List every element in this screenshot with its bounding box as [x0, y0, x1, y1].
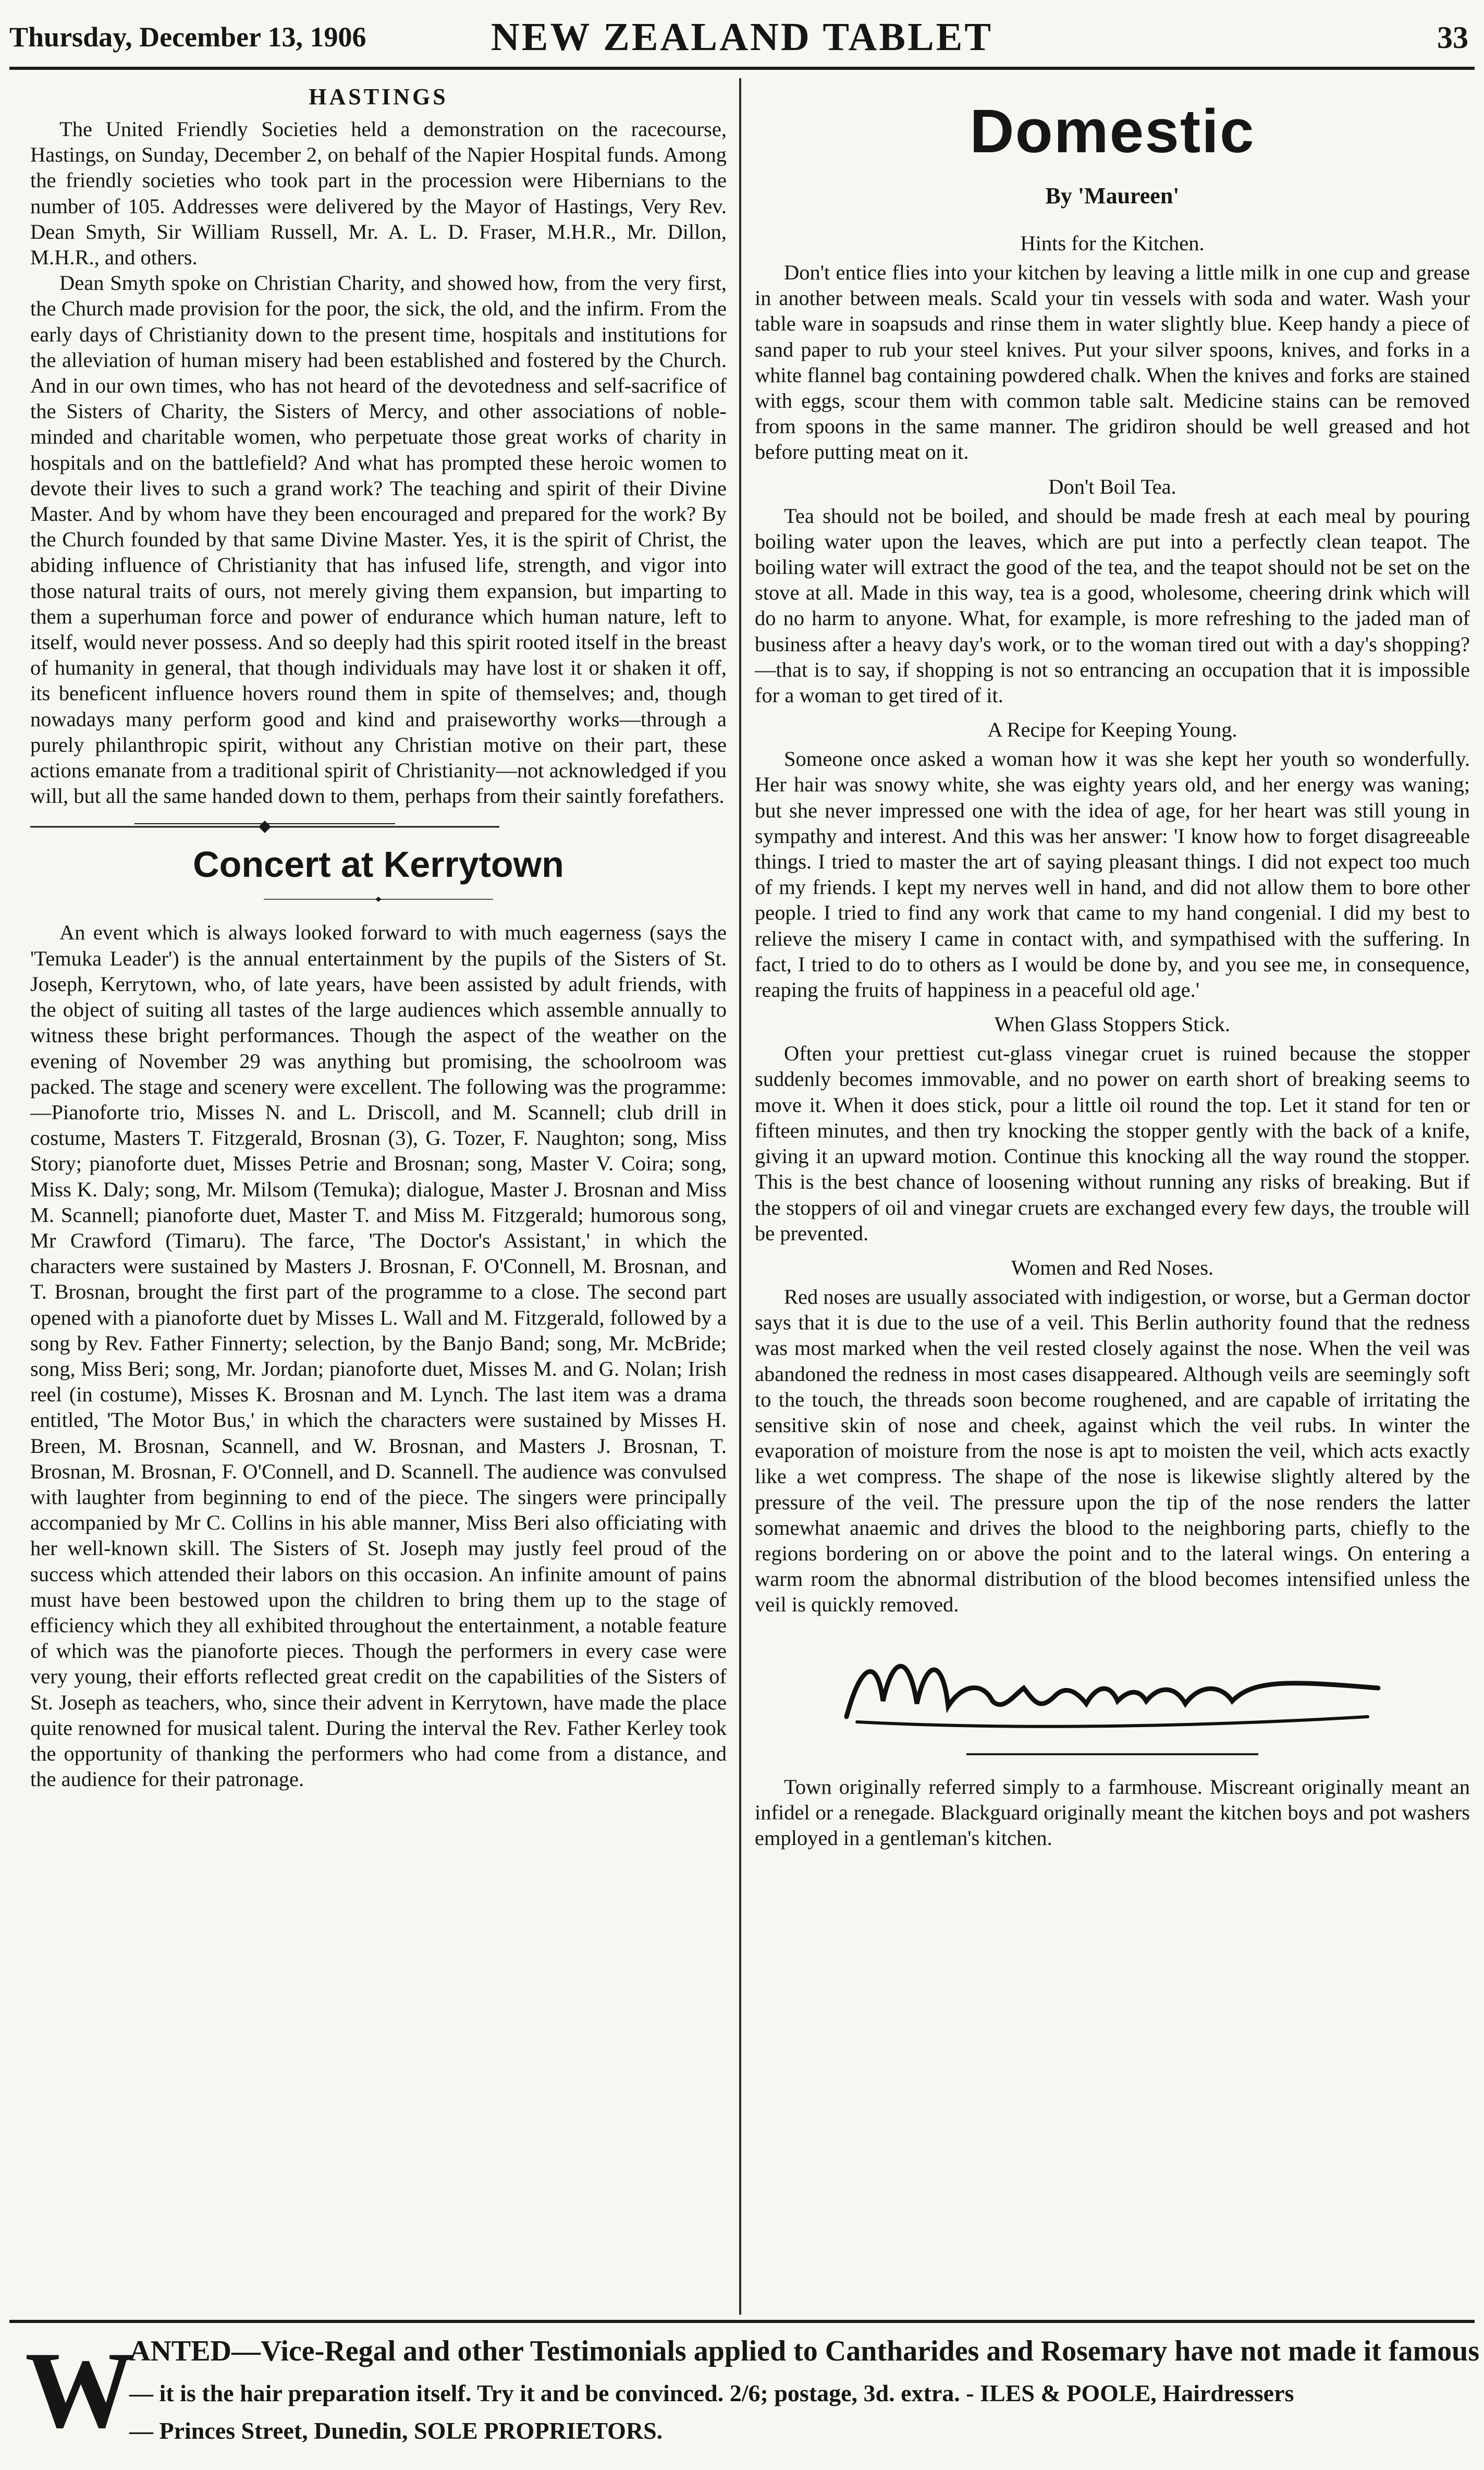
section-divider-ornament	[30, 819, 499, 835]
section-title: Don't Boil Tea.	[1048, 474, 1176, 498]
hastings-paragraph: Dean Smyth spoke on Christian Charity, and showed how, from the very first, the Church made provision for the poor, the sick, the old, and the infirm. From the early days of Christianity down to the present time, hospitals and institutions for the alleviation of human misery had been established and fostered by the Church. And in our own times, who has not heard of the devotedness and self-sacrifice of the Sisters of Charity, the Sisters of Mercy, and other associations of noble-minded and charitable women, who perpetuate those great works of charity in hospitals and on the battlefield? And what has prompted these heroic women to devote their lives to such a grand work? The teaching and spirit of their Divine Master. And by whom have they been encouraged and prepared for the work? By the Church founded by that same Divine Master. Yes, it is the spirit of Christ, the abiding influence of Christianity that has infused life, strength, and vigor into those natural traits of ours, not merely giving them expansion, but imparting to them a superhuman force and power of endurance which human nature, left to itself, would never possess. And so deeply had this spirit rooted itself in the breast of humanity in general, that though individuals may have lost it or shaken it off, its beneficent influence hovers round them in spite of themselves; and, though nowadays many perform good and kind and praiseworthy works—through a purely philanthropic spirit, without any Christian motive on their part, these actions emanate from a traditional spirit of Christianity—not acknowledged if you will, but all the same handed down to them, perhaps from their saintly forefathers.	[30, 271, 727, 808]
issue-date: Thursday, December 13, 1906	[9, 21, 366, 53]
section-title: Hints for the Kitchen.	[1020, 231, 1205, 255]
section-text: Don't entice flies into your kitchen by leaving a little milk in one cup and grease in another between meals. Scald your tin vessels with soda and water. Wash your table ware in soapsuds and rinse them in water slightly blue. Keep handy a piece of sand paper to rub your steel knives. Put your silver spoons, knives, and forks in a white flannel bag containing powdered chalk. When the knives and forks are stained with eggs, scour them with common table salt. Medicine stains can be removed from spoons in the same manner. The gridiron should be well greased and hot before putting meat on it.	[755, 261, 1470, 464]
section-title: Women and Red Noses.	[1011, 1255, 1214, 1279]
heading-underline-ornament	[264, 891, 493, 907]
publication-title: NEW ZEALAND TABLET	[490, 15, 994, 59]
column-rule	[739, 78, 741, 2315]
section-text: Often your prettiest cut-glass vinegar cruet is ruined because the stopper suddenly becomes immovable, and no power on earth short of breaking seems to move it. When it does stick, pour a little oil round the top. Let it stand for ten or fifteen minutes, and then try knocking the stopper gently with the back of a knife, giving it an upward motion. Continue this knocking all the way round the stopper. This is the best chance of loosening without running any risks of breaking. But if the stoppers of oil and vinegar cruets are exchanged every few days, the trouble will be prevented.	[755, 1042, 1470, 1245]
masthead	[9, 9, 1475, 70]
concert-heading: Concert at Kerrytown	[193, 844, 564, 885]
left-column	[30, 78, 727, 2315]
ad-line-2: — it is the hair preparation itself. Try it and be convinced. 2/6; postage, 3d. extra. - ILES & POOLE, Hairdressers	[129, 2380, 1294, 2406]
hastings-heading: HASTINGS	[309, 84, 448, 109]
ad-line-3: — Princes Street, Dunedin, SOLE PROPRIETORS.	[129, 2417, 663, 2444]
advertisement	[9, 2320, 1480, 2464]
ad-line-1: ANTED—Vice-Regal and other Testimonials applied to Cantharides and Rosemary have not made it famous	[129, 2335, 1480, 2367]
maureen-signature	[826, 1638, 1399, 1732]
signature-rule	[966, 1753, 1258, 1755]
byline: By 'Maureen'	[1045, 183, 1180, 209]
word-origins-note: Town originally referred simply to a farmhouse. Miscreant originally meant an infidel or a renegade. Blackguard originally meant the kitchen boys and pot washers employed in a gentleman's kitchen.	[755, 1775, 1470, 1850]
section-text: Someone once asked a woman how it was she kept her youth so wonderfully. Her hair was snowy white, she was eighty years old, and her energy was waning; but she never impressed one with the idea of age, for her heart was still young in sympathy and interest. And this was her answer: 'I know how to forget disagreeable things. I tried to master the art of saying pleasant things. I did not expect too much of my friends. I kept my nerves well in hand, and did not allow them to bore other people. I tried to find any work that came to my hand congenial. I did my best to relieve the misery I came in contact with, and sympathised with the suffering. In fact, I tried to do to others as I would be done by, and you see me, in consequence, reaping the fruits of happiness in a peaceful old age.'	[755, 747, 1470, 1002]
right-column	[755, 78, 1470, 2315]
ad-drop-cap: W	[25, 2330, 134, 2451]
section-text: Tea should not be boiled, and should be made fresh at each meal by pouring boiling water upon the leaves, which are put into a perfectly clean teapot. The boiling water will extract the good of the tea, and the teapot should not be set on the stove at all. Made in this way, tea is a good, wholesome, cheering drink which will do no harm to anyone. What, for example, is more refreshing to the jaded man of business after a heavy day's work, or to the woman tired out with a day's shopping?—that is to say, if shopping is not so entrancing an occupation that it is impossible for a woman to get tired of it.	[755, 504, 1470, 707]
section-text: Red noses are usually associated with indigestion, or worse, but a German doctor says that it is due to the use of a veil. This Berlin authority found that the redness was most marked when the veil rested closely against the nose. When the veil was abandoned the redness in most cases disappeared. Although veils are seemingly soft to the touch, the threads soon become roughened, and are capable of irritating the sensitive skin of nose and cheek, against which the veil rubs. In winter the evaporation of moisture from the nose is apt to moisten the veil, which acts exactly like a wet compress. The shape of the nose is likewise slightly altered by the pressure of the veil. The pressure upon the tip of the nose renders the latter somewhat anaemic and drives the blood to the neighboring parts, chiefly to the regions bordering on or above the point and to the lateral wings. On entering a warm room the abnormal distribution of the blood becomes intensified unless the veil is quickly removed.	[755, 1285, 1470, 1617]
section-title: When Glass Stoppers Stick.	[994, 1012, 1231, 1036]
concert-paragraph: An event which is always looked forward to with much eagerness (says the 'Temuka Leader') is the annual entertainment by the pupils of the Sisters of St. Joseph, Kerrytown, who, of late years, have been assisted by adult friends, with the object of suiting all tastes of the large audiences which assemble annually to witness these bright performances. Though the aspect of the weather on the evening of November 29 was anything but promising, the schoolroom was packed. The stage and scenery were excellent. The following was the programme:—Pianoforte trio, Misses N. and L. Driscoll, and M. Scannell; club drill in costume, Masters T. Fitzgerald, Brosnan (3), G. Tozer, F. Naughton; song, Miss Story; pianoforte duet, Misses Petrie and Brosnan; song, Master V. Coira; song, Miss K. Daly; song, Mr. Milsom (Temuka); dialogue, Master J. Brosnan and Miss M. Scannell; pianoforte duet, Master T. and Miss M. Fitzgerald; humorous song, Mr Crawford (Timaru). The farce, 'The Doctor's Assistant,' in which the characters were sustained by Masters J. Brosnan, F. O'Connell, M. Brosnan, and T. Brosnan, brought the first part of the programme to a close. The second part opened with a pianoforte duet by Misses L. Wall and M. Fitzgerald, followed by a song by Rev. Father Finnerty; selection, by the Banjo Band; song, Mr. McBride; song, Miss Beri; song, Mr. Jordan; pianoforte duet, Misses M. and G. Nolan; Irish reel (in costume), Misses K. Brosnan and M. Lynch. The last item was a drama entitled, 'The Motor Bus,' in which the characters were sustained by Misses H. Breen, M. Brosnan, Scannell, and W. Brosnan, and Masters J. Brosnan, T. Brosnan, M. Brosnan, F. O'Connell, and D. Scannell. The audience was convulsed with laughter from beginning to end of the piece. The singers were principally accompanied by Mr C. Collins in his able manner, Miss Beri also officiating with her well-known skill. The Sisters of St. Joseph may justly feel proud of the success which attended their labors on this occasion. An infinite amount of pains must have been bestowed upon the children to bring them up to the stage of efficiency which they all exhibited throughout the entertainment, a notable feature of which was the pianoforte pieces. Though the performers in every case were very young, their efforts reflected great credit on the capabilities of the Sisters of St. Joseph as teachers, who, since their advent in Kerrytown, have made the place quite renowned for musical talent. During the interval the Rev. Father Kerley took the opportunity of thanking the performers who had come from a distance, and the audience for their patronage.	[30, 921, 727, 1791]
domestic-heading: Domestic	[970, 97, 1255, 166]
hastings-paragraph: The United Friendly Societies held a demonstration on the racecourse, Hastings, on Sunday, December 2, on behalf of the Napier Hospital funds. Among the friendly societies who took part in the procession were Hibernians to the number of 105. Addresses were delivered by the Mayor of Hastings, Very Rev. Dean Smyth, Sir William Russell, Mr. A. L. D. Fraser, M.H.R., Mr. Dillon, M.H.R., and others.	[30, 117, 727, 270]
section-title: A Recipe for Keeping Young.	[987, 718, 1237, 742]
page-number: 33	[1437, 20, 1468, 55]
